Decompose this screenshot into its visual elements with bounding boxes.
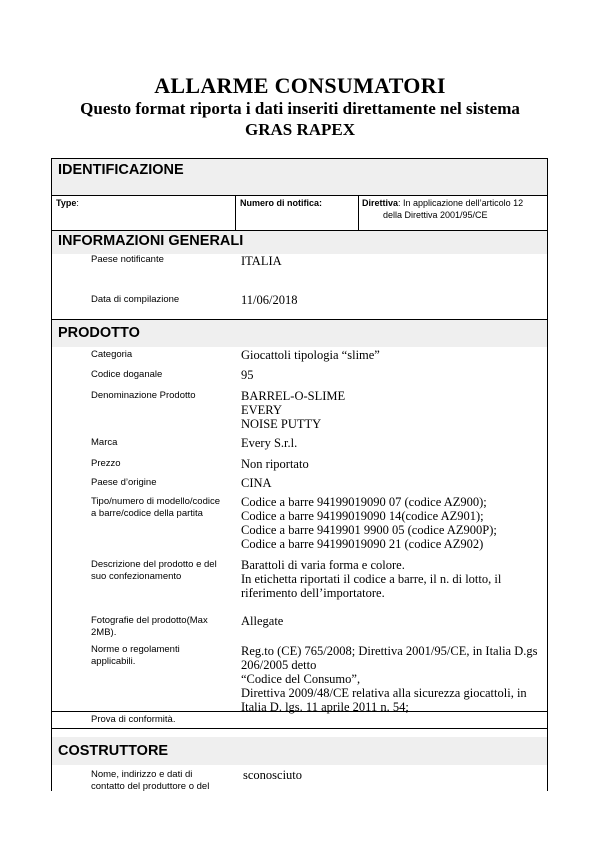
divider: [52, 728, 547, 729]
label-data-compilazione: Data di compilazione: [91, 294, 180, 305]
value-line: Codice a barre 94199019090 07 (codice AZ900);: [241, 495, 487, 509]
type-colon: :: [76, 198, 79, 208]
value-line: BARREL-O-SLIME: [241, 389, 346, 403]
value-line: riferimento dell’importatore.: [241, 586, 385, 600]
section-title: IDENTIFICAZIONE: [58, 162, 184, 178]
label-tipo-modello: [91, 496, 231, 520]
label-line: Tipo/numero di modello/codice: [91, 496, 221, 507]
numero-notifica-label: Numero di notifica:: [240, 198, 323, 208]
direttiva-cell: [362, 195, 547, 231]
label-descrizione: [91, 559, 231, 583]
value-codice-doganale: 95: [241, 368, 254, 382]
label-codice-doganale: Codice doganale: [91, 369, 163, 380]
label-nome-produttore: [91, 769, 231, 793]
label-line: applicabili.: [91, 656, 136, 667]
label-line: suo confezionamento: [91, 571, 182, 582]
label-marca: Marca: [91, 437, 118, 448]
value-line: 206/2005 detto: [241, 658, 317, 672]
value-line: Codice a barre 9419901 9900 05 (codice AZ900P);: [241, 523, 497, 537]
type-label: Type: [56, 198, 77, 208]
label-line: contatto del produttore o del: [91, 781, 210, 792]
label-norme: [91, 644, 231, 668]
label-line: Nome, indirizzo e dati di: [91, 769, 193, 780]
label-line: Fotografie del prodotto(Max: [91, 615, 208, 626]
document-title: ALLARME CONSUMATORI: [154, 73, 446, 98]
value-line: “Codice del Consumo”,: [241, 672, 361, 686]
direttiva-text: : In applicazione dell’articolo 12: [398, 198, 524, 208]
label-line: 2MB).: [91, 627, 117, 638]
direttiva-label: Direttiva: [362, 198, 399, 208]
section-identificazione: [52, 159, 547, 195]
label-line: a barre/codice della partita: [91, 508, 203, 519]
label-line: Descrizione del prodotto e del: [91, 559, 217, 570]
numero-notifica-cell: [240, 195, 358, 231]
direttiva-text-2: della Direttiva 2001/95/CE: [383, 210, 488, 220]
value-prezzo: Non riportato: [241, 457, 309, 471]
label-prova-conformita: Prova di conformità.: [91, 714, 176, 725]
label-paese-origine: Paese d’origine: [91, 477, 157, 488]
value-line: Italia D. lgs. 11 aprile 2011 n. 54;: [241, 700, 409, 714]
value-line: NOISE PUTTY: [241, 417, 322, 431]
value-descrizione: [241, 558, 541, 600]
section-costruttore: [52, 737, 547, 765]
value-tipo-modello: [241, 495, 541, 551]
value-fotografie: Allegate: [241, 614, 284, 628]
label-paese-notificante: Paese notificante: [91, 254, 164, 265]
value-categoria: Giocattoli tipologia “slime”: [241, 348, 380, 362]
value-line: Codice a barre 94199019090 21 (codice AZ902): [241, 537, 484, 551]
value-paese-origine: CINA: [241, 476, 272, 490]
type-cell: [56, 195, 234, 231]
value-line: Codice a barre 94199019090 14(codice AZ901);: [241, 509, 484, 523]
divider: [235, 195, 236, 231]
section-informazioni-generali: [52, 231, 547, 254]
section-title: INFORMAZIONI GENERALI: [58, 233, 244, 249]
document-subtitle: Questo format riporta i dati inseriti direttamente nel sistema: [80, 99, 520, 118]
value-line: Barattoli di varia forma e colore.: [241, 558, 405, 572]
section-title: COSTRUTTORE: [58, 743, 169, 759]
section-title: PRODOTTO: [58, 325, 140, 341]
value-nome-produttore: sconosciuto: [243, 768, 303, 782]
value-line: Reg.to (CE) 765/2008; Direttiva 2001/95/CE, in Italia D.gs: [241, 644, 538, 658]
value-paese-notificante: ITALIA: [241, 254, 282, 268]
label-fotografie: [91, 615, 231, 639]
value-line: EVERY: [241, 403, 282, 417]
value-line: Direttiva 2009/48/CE relativa alla sicurezza giocattoli, in: [241, 686, 527, 700]
section-prodotto: [52, 320, 547, 347]
value-line: In etichetta riportati il codice a barre, il n. di lotto, il: [241, 572, 502, 586]
label-categoria: Categoria: [91, 349, 133, 360]
divider: [358, 195, 359, 231]
label-prezzo: Prezzo: [91, 458, 121, 469]
value-norme: [241, 644, 541, 714]
divider: [52, 711, 547, 712]
value-denominazione: [241, 389, 541, 431]
value-marca: Every S.r.l.: [241, 436, 298, 450]
label-line: Norme o regolamenti: [91, 644, 180, 655]
label-denominazione: Denominazione Prodotto: [91, 390, 196, 401]
value-data-compilazione: 11/06/2018: [241, 293, 298, 307]
form-frame: [51, 158, 548, 791]
document-subtitle-system: GRAS RAPEX: [244, 120, 356, 139]
